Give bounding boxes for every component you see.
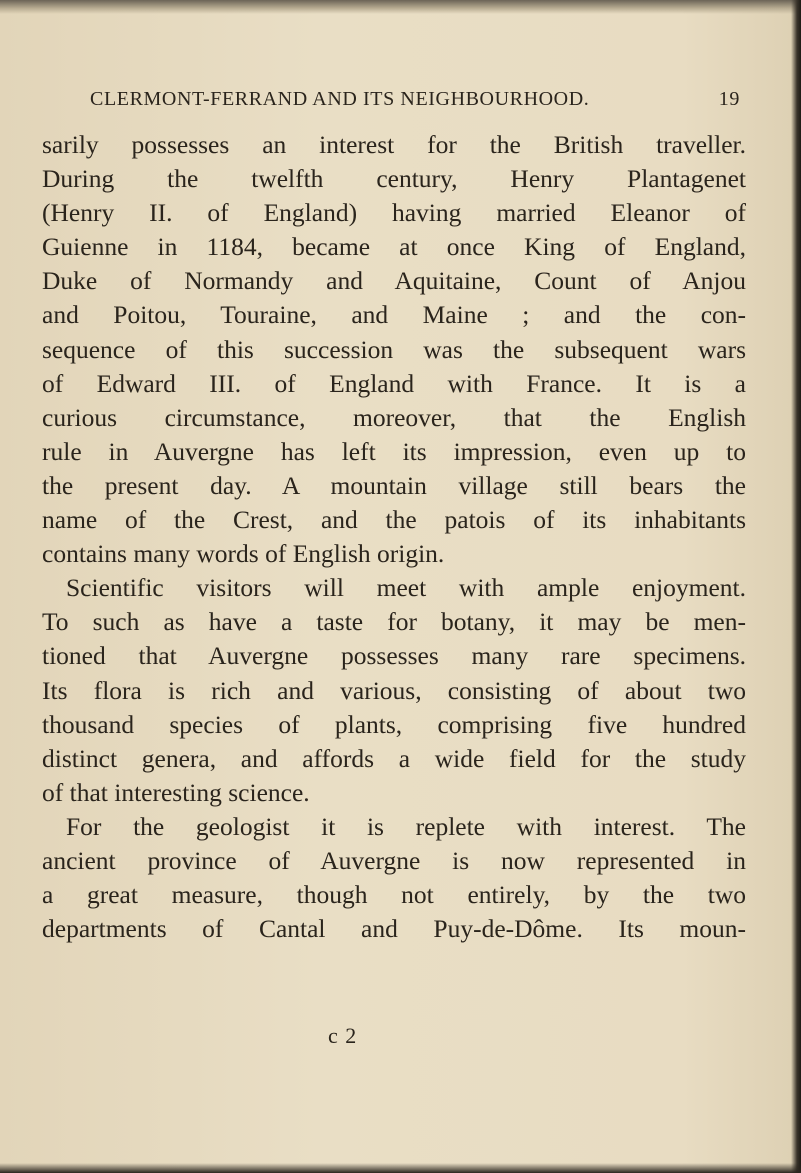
text-line: curious circumstance, moreover, that the English bbox=[42, 402, 746, 432]
text-line: Guienne in 1184, became at once King of England, bbox=[42, 232, 746, 262]
text-line: contains many words of English origin. bbox=[42, 539, 445, 569]
text-line: the present day. A mountain village still bears the bbox=[42, 470, 746, 500]
text-line: Its flora is rich and various, consisting of about two bbox=[42, 675, 746, 705]
text-line: a great measure, though not entirely, by the two bbox=[42, 880, 746, 910]
text-line: of that interesting science. bbox=[42, 777, 310, 807]
body-text bbox=[42, 128, 746, 946]
text-line: For the geologist it is replete with interest. The bbox=[66, 811, 746, 841]
text-line: Duke of Normandy and Aquitaine, Count of Anjou bbox=[42, 266, 746, 296]
text-line: departments of Cantal and Puy-de-Dôme. Its moun- bbox=[42, 914, 746, 944]
running-title: CLERMONT-FERRAND AND ITS NEIGHBOURHOOD. bbox=[90, 88, 590, 110]
text-line: of Edward III. of England with France. It is a bbox=[42, 368, 746, 398]
page-right-edge bbox=[791, 0, 801, 1173]
page-top-edge bbox=[0, 0, 801, 14]
text-line: and Poitou, Touraine, and Maine ; and the con- bbox=[42, 300, 746, 330]
page-number: 19 bbox=[718, 88, 740, 110]
text-line: To such as have a taste for botany, it may be men- bbox=[42, 607, 746, 637]
text-line: distinct genera, and affords a wide field for the study bbox=[42, 743, 746, 773]
text-line: During the twelfth century, Henry Plantagenet bbox=[42, 164, 746, 194]
text-line: sequence of this succession was the subsequent wars bbox=[42, 334, 746, 364]
text-line: name of the Crest, and the patois of its inhabitants bbox=[42, 505, 746, 535]
text-line: tioned that Auvergne possesses many rare specimens. bbox=[42, 641, 746, 671]
text-line: rule in Auvergne has left its impression, even up to bbox=[42, 436, 746, 466]
text-line: sarily possesses an interest for the British traveller. bbox=[42, 130, 746, 159]
text-line: Scientific visitors will meet with ample enjoyment. bbox=[66, 573, 746, 603]
running-header bbox=[90, 88, 740, 111]
text-line: ancient province of Auvergne is now represented in bbox=[42, 845, 746, 875]
signature-mark: c 2 bbox=[328, 1023, 358, 1048]
page-bottom-edge bbox=[0, 1163, 801, 1173]
text-line: (Henry II. of England) having married Eleanor of bbox=[42, 198, 746, 228]
text-line: thousand species of plants, comprising five hundred bbox=[42, 709, 746, 739]
